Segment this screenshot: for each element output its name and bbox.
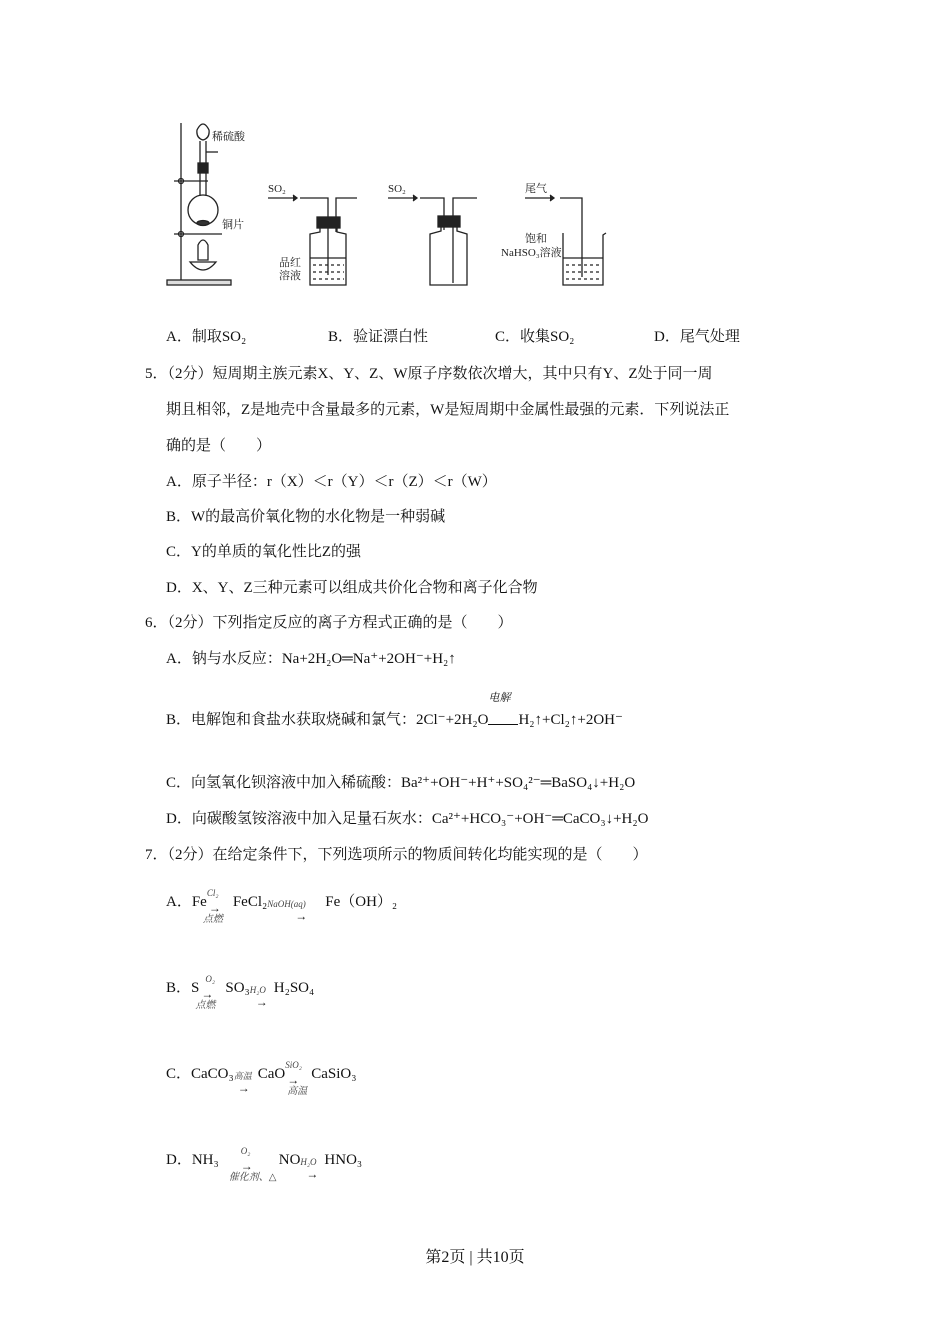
species: NH₃	[191, 1152, 219, 1168]
option-label: A．	[166, 894, 192, 910]
condition: 高温	[287, 1086, 308, 1097]
page-footer: 第2页 | 共10页	[425, 1249, 525, 1266]
species: FeCl₂	[232, 894, 268, 910]
reagent: Cl₂	[206, 888, 219, 898]
label-so2: SO₂	[388, 183, 406, 195]
reaction-arrow	[285, 1060, 311, 1097]
option-label: B．	[166, 980, 192, 996]
reagent: H₂O	[249, 985, 266, 995]
gas-collection-bottle	[388, 183, 477, 285]
reaction-arrow	[249, 978, 274, 1009]
species: HNO₃	[324, 1152, 363, 1168]
option-label: D．	[166, 1152, 192, 1168]
electrolysis-condition	[488, 692, 518, 725]
species: CaSiO₃	[311, 1066, 357, 1082]
reaction-arrow	[202, 888, 233, 925]
question-6-option-b	[166, 692, 623, 730]
question-6-option-c: C．向氢氧化钡溶液中加入稀硫酸：Ba²⁺+OH⁻+H⁺+SO₄²⁻═BaSO₄↓+H₂O	[166, 775, 636, 791]
arrow-icon: →	[240, 1159, 253, 1173]
species: S	[191, 980, 200, 996]
arrow-icon: →	[306, 1167, 319, 1181]
reaction-arrow	[300, 1150, 324, 1181]
figure-option-b: B．验证漂白性	[328, 329, 429, 345]
arrow-icon: →	[287, 1073, 300, 1087]
question-7-option-a	[166, 888, 398, 925]
experiment-apparatus-figure	[160, 110, 780, 300]
question-5-stem-cont: 确的是（ ）	[166, 438, 272, 454]
condition: 催化剂、△	[228, 1172, 277, 1183]
label-tail-gas: 尾气	[525, 183, 547, 195]
reagent: SiO₂	[285, 1060, 302, 1070]
so2-generator-apparatus	[167, 123, 246, 285]
reaction-arrow	[219, 1146, 279, 1183]
option-b-products: H₂↑+Cl₂↑+2OH⁻	[518, 712, 623, 728]
condition: 点燃	[195, 1000, 216, 1011]
question-7-option-c	[166, 1060, 357, 1097]
figure-option-d: D．尾气处理	[654, 329, 740, 345]
question-6-option-a: A．钠与水反应：Na+2H₂O═Na⁺+2OH⁻+H₂↑	[166, 651, 456, 667]
reagent: NaOH(aq)	[267, 899, 306, 909]
species: NO	[278, 1152, 301, 1168]
label-solution: 溶液	[279, 270, 301, 282]
reaction-arrow	[267, 892, 325, 923]
label-saturated: 饱和	[525, 233, 547, 245]
reaction-arrow	[233, 1064, 258, 1095]
question-5-option-a: A．原子半径：r（X）＜r（Y）＜r（Z）＜r（W）	[166, 474, 497, 490]
question-7-stem: 7．（2分）在给定条件下，下列选项所示的物质间转化均能实现的是（ ）	[145, 847, 648, 863]
question-5-option-c: C．Y的单质的氧化性比Z的强	[166, 544, 362, 560]
label-nahso3-solution: NaHSO₃溶液	[501, 247, 562, 259]
question-5-option-b: B．W的最高价氧化物的水化物是一种弱碱	[166, 509, 446, 525]
reaction-arrow	[195, 974, 225, 1011]
arrow-icon: →	[237, 1081, 250, 1095]
arrow-icon: →	[295, 909, 308, 923]
reagent: O₂	[240, 1146, 251, 1156]
arrow-icon: →	[208, 901, 221, 915]
question-5-stem-cont: 期且相邻，Z是地壳中含量最多的元素，W是短周期中金属性最强的元素．下列说法正	[166, 402, 730, 418]
reagent: H₂O	[300, 1157, 317, 1167]
option-label: C．	[166, 1066, 192, 1082]
question-6-stem: 6．（2分）下列指定反应的离子方程式正确的是（ ）	[145, 615, 513, 631]
option-b-text: B．电解饱和食盐水获取烧碱和氯气：2Cl⁻+2H₂O	[166, 712, 489, 728]
question-7-option-b	[166, 974, 315, 1011]
question-7-option-d	[166, 1146, 363, 1183]
species: CaCO₃	[191, 1066, 234, 1082]
label-magenta: 品红	[279, 257, 301, 269]
species: Fe（OH）₂	[325, 894, 398, 910]
label-so2: SO₂	[268, 183, 286, 195]
arrow-icon: →	[255, 995, 268, 1009]
question-5-option-d: D．X、Y、Z三种元素可以组成共价化合物和离子化合物	[166, 580, 538, 596]
reagent: O₂	[205, 974, 215, 984]
bleaching-test-bottle	[268, 183, 357, 285]
label-dilute-sulfuric-acid: 稀硫酸	[212, 131, 245, 143]
reagent: 高温	[233, 1071, 252, 1081]
arrow-icon: →	[201, 987, 214, 1001]
species: CaO	[257, 1066, 286, 1082]
question-6-option-d: D．向碳酸氢铵溶液中加入足量石灰水：Ca²⁺+HCO₃⁻+OH⁻═CaCO₃↓+H₂O	[166, 811, 649, 827]
condition-text: 电解	[488, 692, 511, 704]
label-copper-sheet: 铜片	[222, 219, 244, 231]
species: SO₃	[225, 980, 250, 996]
species: H₂SO₄	[273, 980, 315, 996]
species: Fe	[191, 894, 207, 910]
condition: 点燃	[202, 914, 223, 925]
question-5-stem: 5．（2分）短周期主族元素X、Y、Z、W原子序数依次增大，其中只有Y、Z处于同一周	[145, 366, 713, 382]
tail-gas-absorption-beaker	[501, 181, 606, 285]
figure-option-a: A．制取SO₂	[166, 329, 247, 345]
figure-option-c: C．收集SO₂	[495, 329, 575, 345]
